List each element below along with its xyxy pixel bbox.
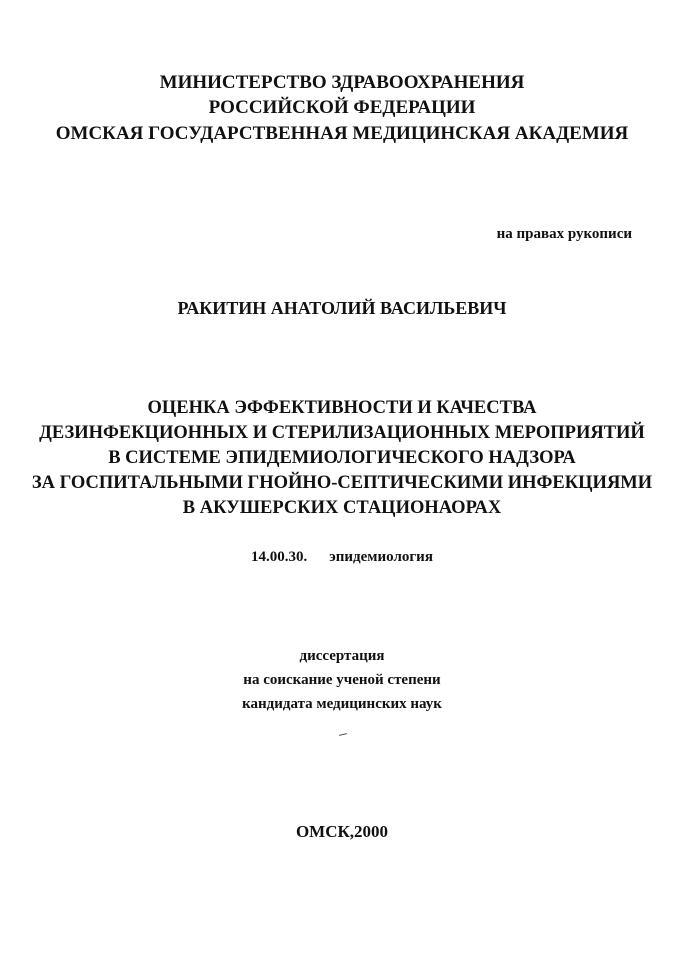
thesis-title-line-1: ОЦЕНКА ЭФФЕКТИВНОСТИ И КАЧЕСТВА xyxy=(147,398,537,418)
manuscript-rights-note: на правах рукописи xyxy=(496,226,632,242)
thesis-title-line-3: В СИСТЕМЕ ЭПИДЕМИОЛОГИЧЕСКОГО НАДЗОРА xyxy=(108,448,576,468)
specialty-name: эпидемиология xyxy=(329,549,433,565)
city-year: ОМСК,2000 xyxy=(295,822,389,841)
degree-line-1: диссертация xyxy=(299,648,385,664)
degree-line-3: кандидата медицинских наук xyxy=(242,696,442,712)
ministry-name: МИНИСТЕРСТВО ЗДРАВООХРАНЕНИЯ xyxy=(159,72,525,93)
specialty-code: 14.00.30. xyxy=(251,549,308,565)
thesis-title-line-4: ЗА ГОСПИТАЛЬНЫМИ ГНОЙНО-СЕПТИЧЕСКИМИ ИНФЕКЦИЯМИ xyxy=(31,473,653,493)
federation-name: РОССИЙСКОЙ ФЕДЕРАЦИИ xyxy=(208,97,476,118)
thesis-title-line-5: В АКУШЕРСКИХ СТАЦИОНАОРАХ xyxy=(182,498,502,518)
specialty xyxy=(0,549,684,566)
stray-pen-mark xyxy=(339,733,347,736)
academy-name: ОМСКАЯ ГОСУДАРСТВЕННАЯ МЕДИЦИНСКАЯ АКАДЕМИЯ xyxy=(55,123,629,144)
thesis-title-line-2: ДЕЗИНФЕКЦИОННЫХ И СТЕРИЛИЗАЦИОННЫХ МЕРОПРИЯТИЙ xyxy=(39,423,645,443)
author-name: РАКИТИН АНАТОЛИЙ ВАСИЛЬЕВИЧ xyxy=(177,298,507,318)
degree-line-2: на соискание ученой степени xyxy=(243,672,441,688)
